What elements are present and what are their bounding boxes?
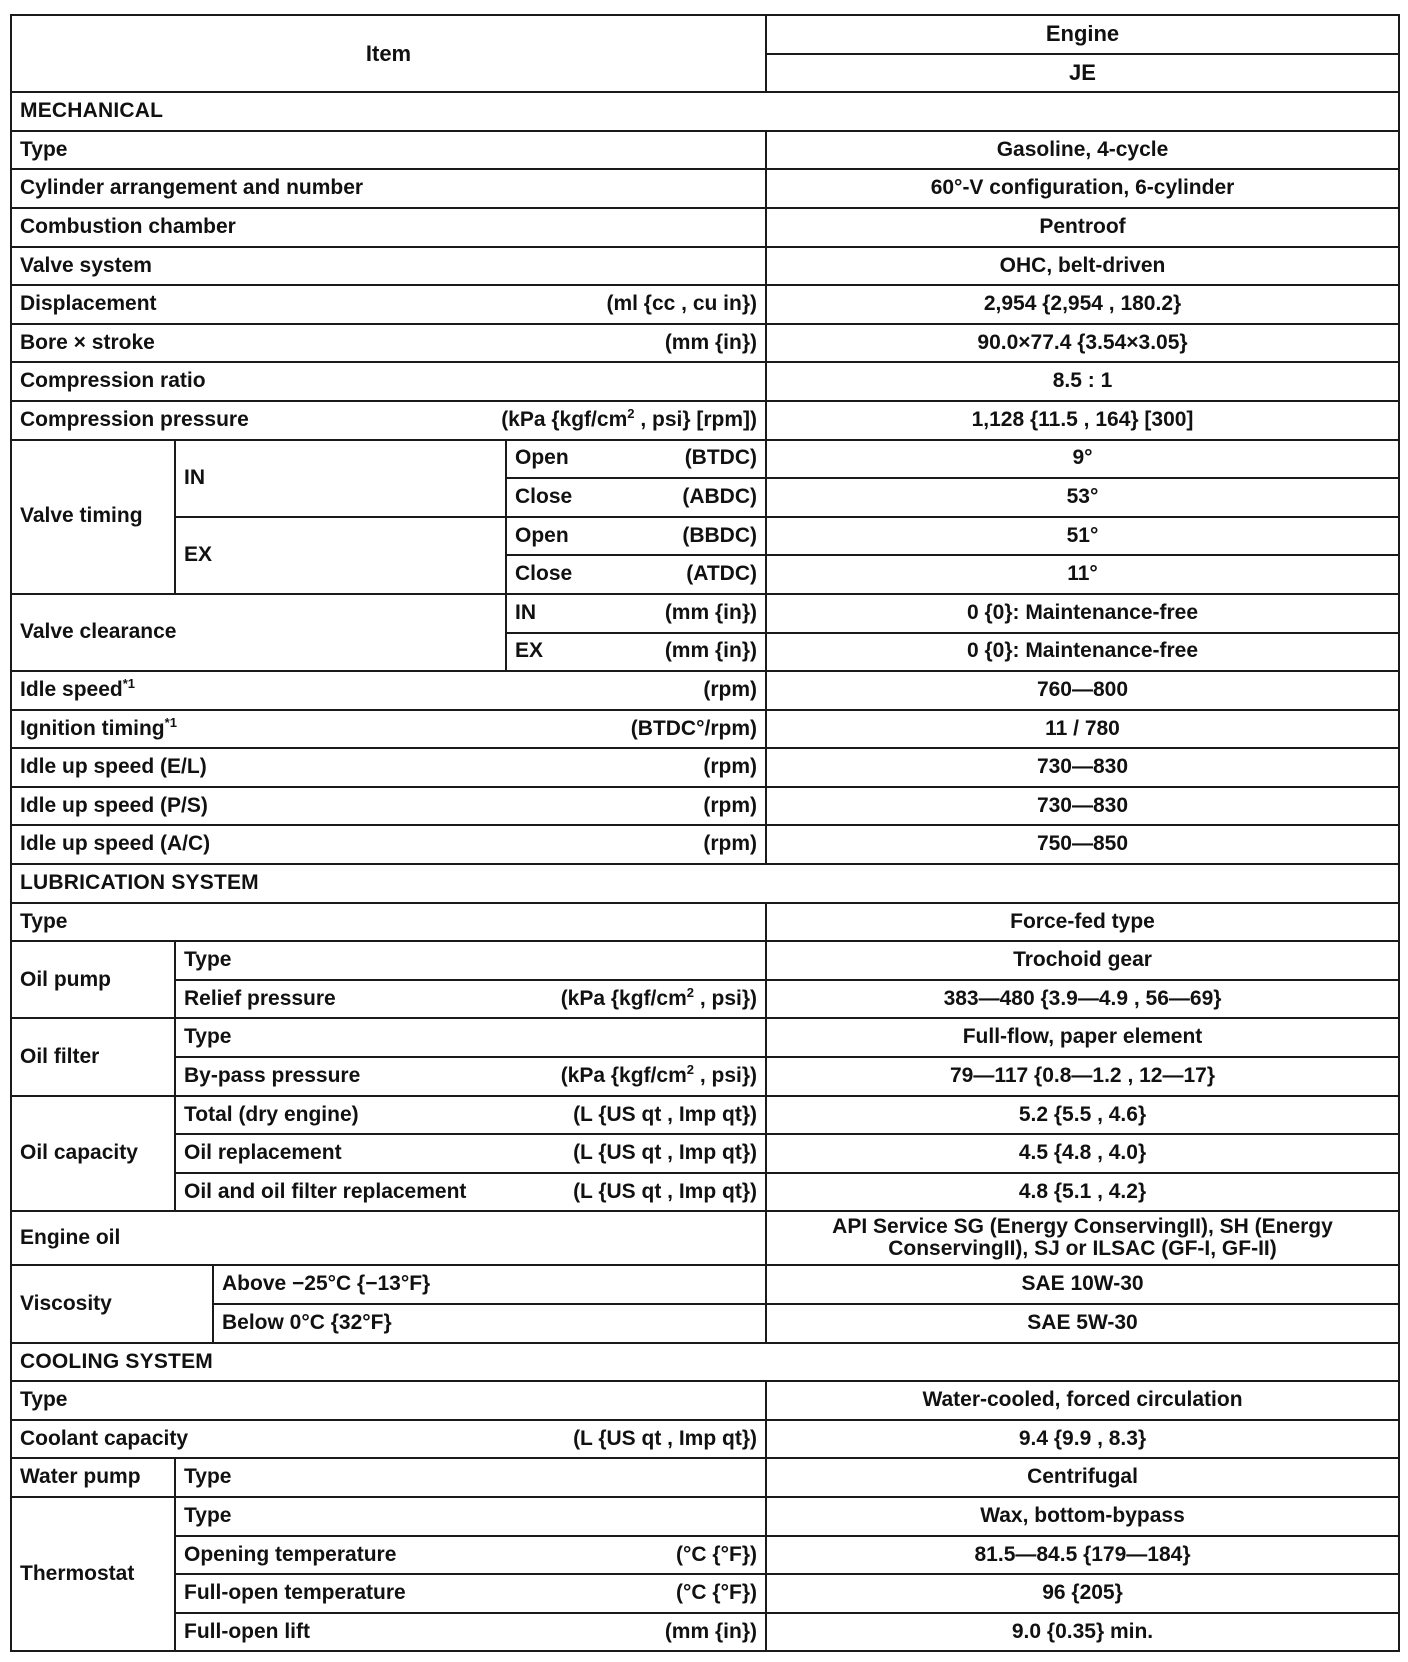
row-label: Cylinder arrangement and number — [11, 169, 766, 208]
unit-part: , psi}) — [693, 1063, 757, 1087]
row-label: Below 0°C {32°F} — [213, 1304, 766, 1343]
label-text: Bore × stroke — [20, 330, 155, 354]
label-text: IN — [515, 600, 536, 624]
row-label — [11, 285, 766, 324]
row-label — [506, 594, 766, 633]
row-label — [11, 1420, 766, 1459]
row-label — [175, 1613, 766, 1652]
row-label — [175, 1096, 766, 1135]
row-label: Type — [175, 941, 766, 980]
row-value: 9.0 {0.35} min. — [766, 1613, 1399, 1652]
table-row — [11, 748, 1399, 787]
table-row — [11, 787, 1399, 826]
row-value: SAE 5W-30 — [766, 1304, 1399, 1343]
table-row — [11, 517, 1399, 556]
table-row — [11, 825, 1399, 864]
section-mechanical: MECHANICAL — [11, 92, 1399, 131]
unit-superscript: 2 — [686, 1061, 694, 1077]
label-text: By-pass pressure — [184, 1063, 361, 1087]
table-row — [11, 671, 1399, 710]
table-row — [11, 903, 1399, 942]
row-value: 383—480 {3.9—4.9 , 56—69} — [766, 980, 1399, 1019]
section-row — [11, 864, 1399, 903]
table-row — [11, 941, 1399, 980]
row-label: Type — [175, 1497, 766, 1536]
row-value: Force-fed type — [766, 903, 1399, 942]
unit-part: (kPa {kgf/cm — [560, 1063, 687, 1087]
unit-text: (mm {in}) — [664, 600, 757, 624]
valve-timing-ex-label: EX — [175, 517, 506, 594]
row-value: 4.8 {5.1 , 4.2} — [766, 1173, 1399, 1212]
row-value: 0 {0}: Maintenance-free — [766, 594, 1399, 633]
row-value: 9.4 {9.9 , 8.3} — [766, 1420, 1399, 1459]
label-text: Close — [515, 562, 573, 586]
table-row — [11, 285, 1399, 324]
table-row — [11, 401, 1399, 440]
row-value: 53° — [766, 478, 1399, 517]
row-value: 1,128 {11.5 , 164} [300] — [766, 401, 1399, 440]
row-value: 79—117 {0.8—1.2 , 12—17} — [766, 1057, 1399, 1096]
unit-text: (°C {°F}) — [676, 1581, 757, 1605]
row-label — [506, 555, 766, 594]
table-row — [11, 1497, 1399, 1536]
table-row — [11, 1173, 1399, 1212]
row-label — [11, 825, 766, 864]
label-text: Idle up speed (E/L) — [20, 755, 207, 779]
table-row — [11, 169, 1399, 208]
row-value: 81.5—84.5 {179—184} — [766, 1536, 1399, 1575]
table-row — [11, 247, 1399, 286]
row-value: 90.0×77.4 {3.54×3.05} — [766, 324, 1399, 363]
row-label — [175, 1057, 766, 1096]
footnote-marker: *1 — [164, 714, 177, 730]
label-part: Ignition timing — [20, 716, 165, 740]
unit-text: (mm {in}) — [664, 330, 757, 354]
unit-text: (L {US qt , Imp qt}) — [573, 1179, 757, 1203]
row-label — [11, 671, 766, 710]
row-value: 11° — [766, 555, 1399, 594]
table-row — [11, 1458, 1399, 1497]
table-row — [11, 980, 1399, 1019]
unit-part: , psi} [rpm]) — [634, 407, 757, 431]
table-row — [11, 1420, 1399, 1459]
table-row — [11, 131, 1399, 170]
row-value: 0 {0}: Maintenance-free — [766, 633, 1399, 672]
oil-filter-label: Oil filter — [11, 1018, 175, 1095]
label-text: Opening temperature — [184, 1542, 397, 1566]
unit-text: (rpm) — [703, 678, 757, 702]
unit-part: (kPa {kgf/cm — [560, 986, 687, 1010]
row-label: Type — [175, 1018, 766, 1057]
section-row — [11, 1343, 1399, 1382]
unit-superscript: 2 — [627, 405, 635, 421]
row-value: Trochoid gear — [766, 941, 1399, 980]
header-row — [11, 15, 1399, 54]
engine-model-header: JE — [766, 54, 1399, 93]
row-label — [175, 980, 766, 1019]
row-value: Water-cooled, forced circulation — [766, 1381, 1399, 1420]
row-value: Centrifugal — [766, 1458, 1399, 1497]
label-text: Full-open temperature — [184, 1581, 406, 1605]
table-row — [11, 1265, 1399, 1304]
label-text — [20, 714, 177, 741]
row-value: 11 / 780 — [766, 710, 1399, 749]
valve-timing-label: Valve timing — [11, 440, 175, 594]
row-label: Type — [11, 1381, 766, 1420]
unit-part: , psi}) — [693, 986, 757, 1010]
table-row — [11, 440, 1399, 479]
label-text: EX — [515, 639, 544, 663]
table-row — [11, 1057, 1399, 1096]
section-row — [11, 92, 1399, 131]
spec-table — [10, 14, 1400, 1652]
row-label — [175, 1134, 766, 1173]
table-row — [11, 594, 1399, 633]
unit-text: (ATDC) — [686, 562, 757, 586]
table-row — [11, 1211, 1399, 1265]
row-value: 9° — [766, 440, 1399, 479]
unit-part: (kPa {kgf/cm — [501, 407, 628, 431]
label-text: Open — [515, 446, 569, 470]
unit-text — [501, 405, 757, 432]
row-value: 730—830 — [766, 748, 1399, 787]
row-label — [11, 710, 766, 749]
valve-clearance-label: Valve clearance — [11, 594, 506, 671]
row-label — [175, 1173, 766, 1212]
unit-superscript: 2 — [686, 984, 694, 1000]
row-label: Combustion chamber — [11, 208, 766, 247]
row-value: Full-flow, paper element — [766, 1018, 1399, 1057]
row-label: Type — [11, 903, 766, 942]
unit-text: (L {US qt , Imp qt}) — [573, 1426, 757, 1450]
unit-text: (rpm) — [703, 832, 757, 856]
row-label: Type — [11, 131, 766, 170]
row-label — [506, 517, 766, 556]
unit-text: (L {US qt , Imp qt}) — [573, 1102, 757, 1126]
row-value: OHC, belt-driven — [766, 247, 1399, 286]
footnote-marker: *1 — [122, 676, 135, 692]
label-text: Coolant capacity — [20, 1426, 189, 1450]
row-label — [11, 787, 766, 826]
unit-text — [560, 984, 757, 1011]
row-value: 2,954 {2,954 , 180.2} — [766, 285, 1399, 324]
table-row — [11, 710, 1399, 749]
table-row — [11, 1096, 1399, 1135]
oil-capacity-label: Oil capacity — [11, 1096, 175, 1212]
row-value: 5.2 {5.5 , 4.6} — [766, 1096, 1399, 1135]
row-label — [506, 440, 766, 479]
table-row — [11, 324, 1399, 363]
valve-timing-in-label: IN — [175, 440, 506, 517]
row-label — [175, 1536, 766, 1575]
label-text: Full-open lift — [184, 1619, 310, 1643]
row-label: Compression ratio — [11, 362, 766, 401]
unit-text — [560, 1061, 757, 1088]
row-value: 96 {205} — [766, 1574, 1399, 1613]
row-value: Pentroof — [766, 208, 1399, 247]
row-value: 4.5 {4.8 , 4.0} — [766, 1134, 1399, 1173]
oil-pump-label: Oil pump — [11, 941, 175, 1018]
table-row — [11, 1018, 1399, 1057]
table-row — [11, 1613, 1399, 1652]
item-header: Item — [11, 15, 766, 92]
section-lubrication: LUBRICATION SYSTEM — [11, 864, 1399, 903]
table-row — [11, 1134, 1399, 1173]
label-text: Relief pressure — [184, 986, 336, 1010]
row-label: Type — [175, 1458, 766, 1497]
section-cooling: COOLING SYSTEM — [11, 1343, 1399, 1382]
row-label — [11, 401, 766, 440]
table-row — [11, 1536, 1399, 1575]
water-pump-label: Water pump — [11, 1458, 175, 1497]
unit-text: (mm {in}) — [664, 639, 757, 663]
table-row — [11, 1304, 1399, 1343]
row-value: Wax, bottom-bypass — [766, 1497, 1399, 1536]
thermostat-label: Thermostat — [11, 1497, 175, 1651]
row-value: 8.5 : 1 — [766, 362, 1399, 401]
row-value: 51° — [766, 517, 1399, 556]
label-text: Close — [515, 485, 573, 509]
label-text — [20, 676, 135, 702]
label-text: Oil and oil filter replacement — [184, 1179, 467, 1203]
row-value: 750—850 — [766, 825, 1399, 864]
row-value: Gasoline, 4-cycle — [766, 131, 1399, 170]
unit-text: (BTDC) — [684, 446, 757, 470]
row-label — [506, 478, 766, 517]
label-text: Compression pressure — [20, 407, 249, 431]
row-label: Above −25°C {−13°F} — [213, 1265, 766, 1304]
label-text: Idle up speed (A/C) — [20, 832, 211, 856]
unit-text: (rpm) — [703, 755, 757, 779]
row-label: Valve system — [11, 247, 766, 286]
row-label — [11, 324, 766, 363]
row-value: 60°-V configuration, 6-cylinder — [766, 169, 1399, 208]
label-text: Idle up speed (P/S) — [20, 793, 208, 817]
row-label — [506, 633, 766, 672]
label-text: Open — [515, 523, 569, 547]
row-label: Engine oil — [11, 1211, 766, 1265]
table-row — [11, 362, 1399, 401]
table-row — [11, 1574, 1399, 1613]
unit-text: (L {US qt , Imp qt}) — [573, 1141, 757, 1165]
label-text: Total (dry engine) — [184, 1102, 359, 1126]
unit-text: (BTDC°/rpm) — [630, 716, 757, 740]
engine-header: Engine — [766, 15, 1399, 54]
label-part: Idle speed — [20, 678, 123, 702]
table-row — [11, 1381, 1399, 1420]
row-value: 730—830 — [766, 787, 1399, 826]
table-row — [11, 208, 1399, 247]
unit-text: (°C {°F}) — [676, 1542, 757, 1566]
row-value: SAE 10W-30 — [766, 1265, 1399, 1304]
viscosity-label: Viscosity — [11, 1265, 213, 1342]
row-label — [11, 748, 766, 787]
unit-text: (ABDC) — [682, 485, 757, 509]
unit-text: (rpm) — [703, 793, 757, 817]
row-value: 760—800 — [766, 671, 1399, 710]
label-text: Displacement — [20, 292, 157, 316]
unit-text: (ml {cc , cu in}) — [606, 292, 757, 316]
unit-text: (BBDC) — [682, 523, 757, 547]
row-label — [175, 1574, 766, 1613]
label-text: Oil replacement — [184, 1141, 342, 1165]
row-value: API Service SG (Energy ConservingII), SH (Energy ConservingII), SJ or ILSAC (GF-I, GF-II) — [766, 1211, 1399, 1265]
unit-text: (mm {in}) — [664, 1619, 757, 1643]
